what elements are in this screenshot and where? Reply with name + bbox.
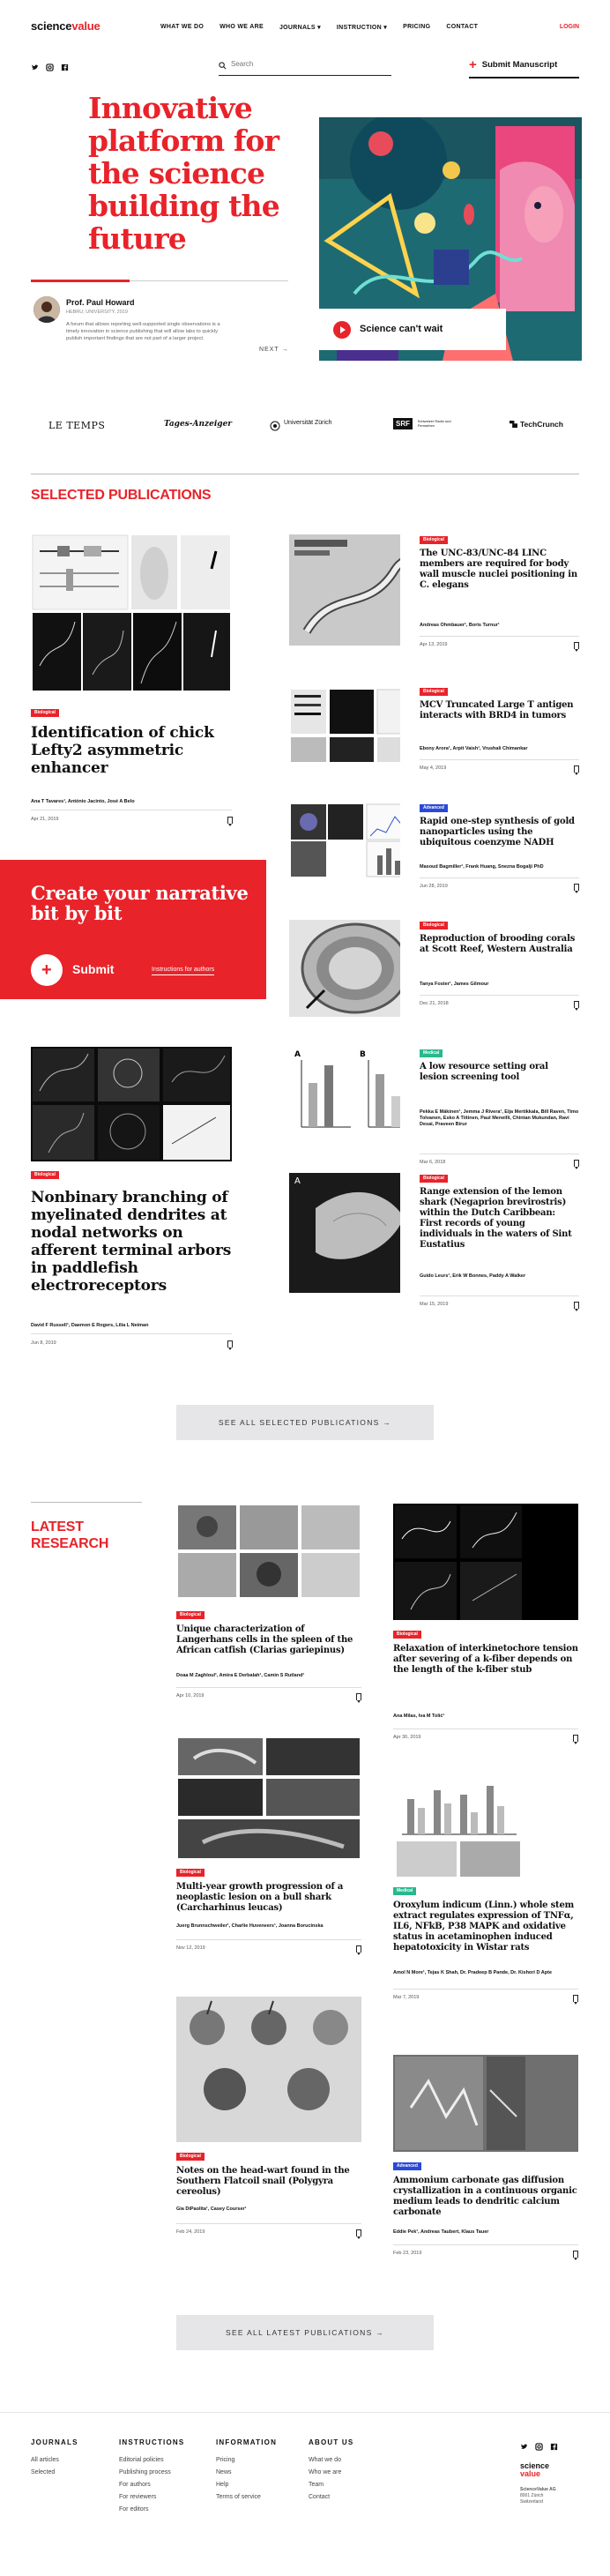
- plus-icon: +: [41, 960, 52, 980]
- article-authors: Masoud Bagmiller¹, Frank Huang, Snezna Bogalji PhD: [420, 864, 544, 870]
- article-figure: [289, 803, 400, 891]
- footer-link[interactable]: For reviewers: [119, 2494, 157, 2500]
- article-authors: Eddie Pek¹, Andreas Taubert, Klaus Tauer: [393, 2229, 489, 2235]
- article-figure: [393, 1773, 578, 1877]
- footer-link[interactable]: Contact: [309, 2494, 331, 2500]
- create-narrative-banner: [0, 860, 266, 999]
- article-date: Feb 23, 2019: [393, 2251, 422, 2256]
- card-divider: [420, 636, 579, 637]
- author-affiliation: HEBRU, UNIVERSITY, 2019: [66, 310, 128, 315]
- bookmark-icon[interactable]: [574, 884, 579, 891]
- instructions-for-authors-link[interactable]: Instructions for authors: [152, 967, 214, 975]
- bookmark-icon[interactable]: [573, 1995, 578, 2002]
- article-figure: [289, 1173, 400, 1293]
- article-figure: [289, 1048, 400, 1145]
- article-title[interactable]: Nonbinary branching of myelinated dendrites at nodal networks on afferent terminal arbors in paddlefish electroreceptors: [31, 1189, 232, 1295]
- main-nav: [160, 24, 478, 31]
- category-tag: Medical: [420, 1049, 443, 1057]
- see-all-latest-button[interactable]: SEE ALL LATEST PUBLICATIONS →: [176, 2315, 434, 2350]
- footer-col-journals: [31, 2438, 78, 2482]
- article-figure: [289, 920, 400, 1017]
- hero-progress-track: [130, 280, 288, 281]
- nav-who-we-are[interactable]: WHO WE ARE: [219, 24, 264, 30]
- author-avatar: [33, 296, 60, 323]
- footer-link[interactable]: Team: [309, 2482, 324, 2488]
- footer-social-links: [520, 2443, 558, 2451]
- category-tag: Biological: [31, 709, 59, 717]
- article-date: Feb 24, 2019: [176, 2229, 205, 2235]
- bookmark-icon[interactable]: [356, 1693, 361, 1700]
- nav-pricing[interactable]: PRICING: [403, 24, 431, 30]
- article-figure: [176, 1504, 361, 1601]
- selected-card-right-5[interactable]: [289, 1048, 579, 1170]
- nav-what-we-do[interactable]: WHAT WE DO: [160, 24, 205, 30]
- category-tag: Advanced: [393, 2162, 421, 2170]
- article-figure: [31, 1047, 232, 1161]
- hero-progress-active: [31, 280, 130, 282]
- bookmark-icon[interactable]: [574, 1302, 579, 1309]
- author-name: Prof. Paul Howard: [66, 298, 135, 307]
- article-title[interactable]: Oroxylum indicum (Linn.) whole stem extract regulates expression of TNFα, IL6, NFkB, P38 MAPK and oxidative status in acetaminophen induced hepatotoxicity in Wistar rats: [393, 1900, 575, 1953]
- category-tag: Biological: [393, 1631, 421, 1639]
- selected-card-left-1[interactable]: [31, 534, 232, 833]
- footer-link[interactable]: Who we are: [309, 2469, 342, 2475]
- article-title[interactable]: Multi-year growth progression of a neoplastic lesion on a bull shark (Carcharhinus leucas): [176, 1882, 344, 1913]
- article-title[interactable]: Identification of chick Lefty2 asymmetric enhancer: [31, 724, 214, 777]
- create-title: Create your narrative bit by bit: [31, 882, 249, 924]
- nav-instruction[interactable]: INSTRUCTION ▾: [336, 25, 388, 31]
- footer-heading: JOURNALS: [31, 2438, 78, 2446]
- selected-card-right-3[interactable]: [289, 803, 579, 894]
- press-logos: [0, 414, 610, 441]
- press-srf: SRF Schweizer Radio und Fernsehen: [393, 418, 451, 429]
- article-figure: [393, 2055, 578, 2152]
- bookmark-icon[interactable]: [227, 1340, 233, 1348]
- press-techcrunch: TechCrunch: [510, 420, 563, 429]
- article-date: Mar 15, 2019: [420, 1302, 449, 1307]
- footer-link[interactable]: Pricing: [216, 2457, 235, 2463]
- article-date: Dec 21, 2018: [420, 1001, 449, 1006]
- svg-text:B: B: [360, 1050, 366, 1059]
- search-bar: [219, 56, 391, 76]
- article-date: Apr 21, 2019: [31, 817, 59, 822]
- article-figure: [176, 1736, 361, 1858]
- university-seal-icon: [270, 421, 280, 431]
- login-link[interactable]: LOGIN: [559, 24, 579, 30]
- latest-rule: [31, 1502, 142, 1503]
- latest-card-mid-3[interactable]: [176, 1997, 361, 2240]
- article-figure: [393, 1504, 578, 1620]
- article-authors: Guido Leurs¹, Erik W Bonnes, Paddy A Walker: [420, 1273, 526, 1279]
- article-title[interactable]: The UNC-83/UNC-84 LINC members are required for body wall muscle nuclei positioning in C. elegans: [420, 549, 577, 590]
- press-tages-anzeiger: Tages-Anzeiger: [164, 420, 233, 429]
- footer-logo[interactable]: science value: [520, 2461, 550, 2478]
- article-date: Mar 7, 2019: [393, 1995, 420, 2000]
- card-divider: [31, 1333, 232, 1334]
- hero-card-caption: Science can't wait: [360, 324, 443, 334]
- category-tag: Advanced: [420, 804, 448, 812]
- card-divider: [420, 759, 579, 760]
- nav-journals[interactable]: JOURNALS ▾: [279, 25, 321, 31]
- card-divider: [176, 2223, 361, 2224]
- article-authors: David F Russell¹, Daemon E Rogers, Lilia L Neiman: [31, 1323, 149, 1328]
- article-title[interactable]: Unique characterization of Langerhans cells in the spleen of the African catfish (Clarias gariepinus): [176, 1624, 353, 1655]
- article-date: Jun 8, 2019: [31, 1340, 56, 1346]
- article-date: Apr 30, 2019: [393, 1735, 421, 1740]
- techcrunch-logo-icon: [510, 421, 517, 428]
- selected-card-right-1[interactable]: [289, 534, 579, 653]
- card-divider: [420, 995, 579, 996]
- card-divider: [393, 1989, 578, 1990]
- footer-link[interactable]: Terms of service: [216, 2494, 261, 2500]
- card-divider: [176, 1939, 361, 1940]
- footer-col-instructions: [119, 2438, 184, 2519]
- bookmark-icon[interactable]: [227, 817, 233, 824]
- footer-heading: INFORMATION: [216, 2438, 278, 2446]
- article-authors: Juerg Brunnschweiler¹, Charlie Huveneers¹, Joanna Borucinska: [176, 1923, 324, 1929]
- category-tag: Biological: [31, 1171, 59, 1179]
- search-icon[interactable]: [219, 62, 227, 70]
- press-uni-zurich: Universität Zürich: [284, 420, 337, 427]
- article-authors: Ana T Tavares¹, António Jacinto, José A Belo: [31, 799, 135, 804]
- selected-publications-heading: SELECTED PUBLICATIONS: [31, 488, 212, 503]
- see-all-selected-button[interactable]: SEE ALL SELECTED PUBLICATIONS →: [176, 1405, 434, 1440]
- footer-link[interactable]: Publishing process: [119, 2469, 171, 2475]
- category-tag: Biological: [420, 536, 448, 544]
- facebook-icon[interactable]: [61, 63, 69, 71]
- article-date: Mar 6, 2018: [420, 1160, 446, 1165]
- category-tag: Biological: [420, 688, 448, 696]
- category-tag: Biological: [420, 1175, 448, 1183]
- bookmark-icon[interactable]: [574, 642, 579, 649]
- bookmark-icon[interactable]: [573, 2251, 578, 2258]
- article-authors: Ana Milas, Iva M Tolić¹: [393, 1714, 445, 1719]
- article-date: Apr 13, 2019: [420, 642, 448, 647]
- bookmark-icon[interactable]: [574, 1160, 579, 1167]
- latest-card-right-2[interactable]: [393, 1773, 578, 2005]
- press-le-temps: LE TEMPS: [48, 420, 106, 431]
- create-submit-label[interactable]: Submit: [72, 962, 115, 976]
- next-slide-button[interactable]: NEXT →: [259, 347, 289, 353]
- footer-link[interactable]: What we do: [309, 2457, 341, 2463]
- latest-research-heading: LATEST RESEARCH: [31, 1519, 109, 1551]
- hero-video-card[interactable]: [319, 309, 506, 350]
- article-title[interactable]: Reproduction of brooding corals at Scott Reef, Western Australia: [420, 934, 576, 954]
- nav-contact[interactable]: CONTACT: [446, 24, 479, 30]
- svg-text:A: A: [294, 1050, 301, 1059]
- twitter-icon[interactable]: [520, 2443, 528, 2451]
- submit-plus-button[interactable]: [31, 954, 63, 986]
- category-tag: Medical: [393, 1887, 416, 1895]
- footer-divider: [0, 2412, 610, 2413]
- article-figure: [31, 534, 232, 692]
- bookmark-icon[interactable]: [573, 1735, 578, 1742]
- search-input[interactable]: [231, 60, 381, 68]
- article-title[interactable]: Range extension of the lemon shark (Negaprion brevirostris) within the Dutch Caribbean: First records of young individuals in the waters of Sint Eustatius: [420, 1187, 572, 1250]
- article-authors: Pekka E Mäkinen¹, Jemma J Rivera¹, Eija Mertikkala, Bill Raven, Timo Tolvanen, Esko A Tiitinen, Paul Meneilli, Chintan Mukundan, Ravi Desai, Praveen Birur: [420, 1109, 579, 1127]
- footer-link[interactable]: All articles: [31, 2457, 59, 2463]
- article-date: May 4, 2019: [420, 765, 447, 771]
- article-authors: Gia DiPaolita¹, Casey Courser¹: [176, 2206, 247, 2212]
- article-date: Nov 12, 2019: [176, 1945, 205, 1951]
- category-tag: Biological: [176, 2153, 205, 2161]
- bookmark-icon[interactable]: [356, 1945, 361, 1953]
- bookmark-icon[interactable]: [574, 1001, 579, 1008]
- article-title[interactable]: Relaxation of interkinetochore tension after severing of a k-fiber depends on the length of the k-fiber stub: [393, 1644, 578, 1675]
- card-divider: [176, 1687, 361, 1688]
- category-tag: Biological: [176, 1611, 205, 1619]
- instagram-icon[interactable]: [46, 63, 54, 71]
- article-authors: Amol N More¹, Tejas K Shah, Dr. Pradeep B Pande, Dr. Kishori D Apte: [393, 1970, 553, 1975]
- site-logo[interactable]: sciencevalue: [31, 19, 100, 33]
- article-authors: Ebony Arora¹, Arpit Vaish¹, Vrushali Chimankar: [420, 746, 528, 751]
- card-divider: [420, 877, 579, 878]
- submit-underline: [469, 77, 579, 78]
- article-figure: [176, 1997, 361, 2142]
- footer-link[interactable]: For authors: [119, 2482, 151, 2488]
- twitter-icon[interactable]: [31, 63, 39, 71]
- play-icon[interactable]: [333, 321, 351, 339]
- bookmark-icon[interactable]: [574, 765, 579, 773]
- article-figure: [289, 686, 400, 767]
- latest-card-mid-2[interactable]: [176, 1736, 361, 1956]
- article-title[interactable]: Rapid one-step synthesis of gold nanoparticles using the ubiquitous coenzyme NADH: [420, 817, 575, 847]
- footer-address: ScienceValue AG 8001 Zürich Switzerland: [520, 2487, 556, 2505]
- article-title[interactable]: A low resource setting oral lesion screening tool: [420, 1062, 548, 1082]
- selected-card-right-6[interactable]: [289, 1173, 579, 1312]
- footer-heading: ABOUT US: [309, 2438, 354, 2446]
- bookmark-icon[interactable]: [356, 2229, 361, 2236]
- footer-link[interactable]: Selected: [31, 2469, 56, 2475]
- article-authors: Andreas Ohmbauer¹, Boris Turnur¹: [420, 623, 500, 628]
- footer-col-about: [309, 2438, 353, 2506]
- card-divider: [393, 2244, 578, 2245]
- article-date: Jun 28, 2019: [420, 884, 448, 889]
- latest-card-right-1[interactable]: [393, 1504, 578, 1745]
- author-quote: A forum that allows reporting well-supported single observations is a timely innovation in science publishing that will allow labs to quickly publish important findings that are not part of a larger project.: [66, 322, 220, 341]
- plus-icon: +: [469, 57, 477, 72]
- social-links: [31, 63, 69, 71]
- article-title[interactable]: Ammonium carbonate gas diffusion crystallization in a continuous organic medium leads to dendritic calcium carbonate: [393, 2176, 577, 2217]
- footer-heading: INSTRUCTIONS: [119, 2438, 185, 2446]
- footer-link[interactable]: News: [216, 2469, 232, 2475]
- article-authors: Doaa M Zaghloul¹, Amira E Derbalah¹, Camin S Rutland¹: [176, 1673, 305, 1678]
- facebook-icon[interactable]: [550, 2443, 558, 2451]
- selected-card-right-4[interactable]: [289, 920, 579, 1012]
- submit-manuscript-button[interactable]: + Submit Manuscript: [469, 57, 558, 72]
- footer-link[interactable]: Editorial policies: [119, 2457, 164, 2463]
- instagram-icon[interactable]: [535, 2443, 543, 2451]
- category-tag: Biological: [420, 922, 448, 930]
- footer-link[interactable]: Help: [216, 2482, 229, 2488]
- card-divider: [420, 1295, 579, 1296]
- article-title[interactable]: Notes on the head-wart found in the Southern Flatcoil snail (Polygyra cereolus): [176, 2166, 350, 2197]
- article-authors: Tanya Foster¹, James Gilmour: [420, 982, 489, 987]
- top-navigation: [0, 0, 610, 55]
- latest-card-mid-1[interactable]: [176, 1504, 361, 1704]
- hero-title: Innovative platform for the science building the future: [88, 91, 279, 256]
- category-tag: Biological: [176, 1869, 205, 1877]
- latest-card-right-3[interactable]: [393, 2055, 578, 2261]
- article-figure: [289, 534, 400, 646]
- svg-text:A: A: [294, 1176, 301, 1186]
- selected-card-right-2[interactable]: [289, 686, 579, 776]
- article-date: Apr 10, 2019: [176, 1693, 205, 1699]
- selected-card-left-2[interactable]: [31, 1047, 232, 1364]
- article-title[interactable]: MCV Truncated Large T antigen interacts with BRD4 in tumors: [420, 700, 574, 721]
- footer-link[interactable]: For editors: [119, 2506, 149, 2513]
- footer-col-information: [216, 2438, 277, 2506]
